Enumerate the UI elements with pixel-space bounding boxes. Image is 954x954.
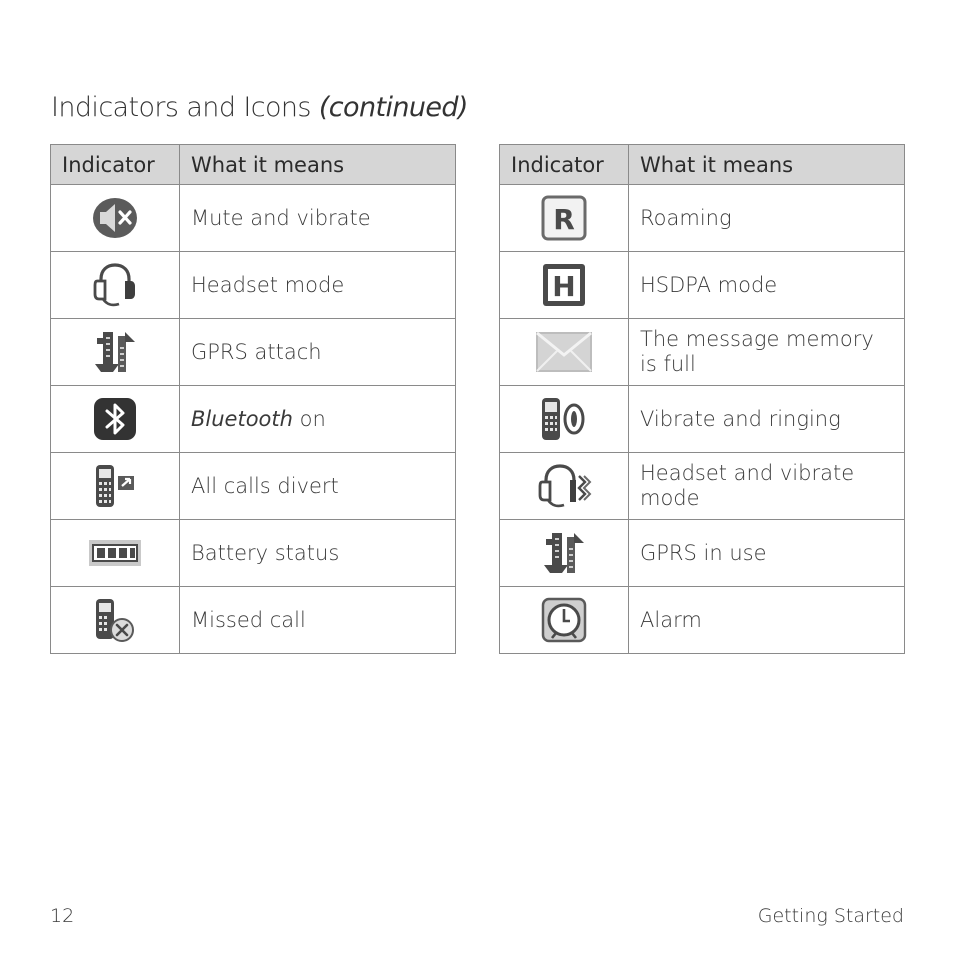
meaning-cell (180, 386, 456, 453)
indicator-cell (51, 520, 180, 587)
meaning-cell: HSDPA mode (629, 252, 905, 319)
table-row (500, 453, 905, 520)
indicator-column-header: Indicator (500, 145, 629, 185)
mute-vibrate-icon (91, 196, 139, 240)
roaming-letter: R (553, 203, 575, 236)
gprs-attach-icon (91, 328, 139, 376)
table-row (51, 453, 456, 520)
headset-icon (91, 261, 139, 309)
indicator-cell (51, 319, 180, 386)
indicator-cell (500, 587, 629, 654)
table-row (500, 386, 905, 453)
page-title (51, 92, 468, 123)
meaning-cell: The message memory is full (629, 319, 905, 386)
meaning-rest: on (292, 406, 326, 431)
indicator-column-header: Indicator (51, 145, 180, 185)
meaning-cell: Battery status (180, 520, 456, 587)
meaning-column-header: What it means (629, 145, 905, 185)
table-row (500, 520, 905, 587)
meaning-cell: Missed call (180, 587, 456, 654)
indicator-cell (500, 386, 629, 453)
page-number: 12 (50, 905, 75, 927)
title-sub: (continued) (318, 92, 468, 123)
table-row (51, 520, 456, 587)
roaming-icon (540, 194, 588, 242)
meaning-emphasis: Bluetooth (191, 406, 293, 431)
meaning-cell: Headset and vibrate mode (629, 453, 905, 520)
table-header-row (51, 145, 456, 185)
meaning-cell: Roaming (629, 185, 905, 252)
bluetooth-icon (91, 395, 139, 443)
indicator-cell (51, 252, 180, 319)
table-row (500, 319, 905, 386)
battery-icon (87, 538, 143, 568)
vibrate-ringing-icon (538, 395, 590, 443)
missed-call-icon (91, 596, 139, 644)
table-row (500, 587, 905, 654)
indicator-cell (51, 386, 180, 453)
call-divert-icon (91, 462, 139, 510)
alarm-icon (540, 596, 588, 644)
meaning-cell: Headset mode (180, 252, 456, 319)
section-name: Getting Started (757, 905, 904, 927)
hsdpa-letter: H (552, 270, 576, 303)
indicator-cell (500, 520, 629, 587)
hsdpa-icon (540, 261, 588, 309)
title-main: Indicators and Icons (51, 92, 311, 123)
indicator-cell (51, 587, 180, 654)
indicator-cell (51, 453, 180, 520)
table-row (51, 185, 456, 252)
gprs-in-use-icon (540, 529, 588, 577)
meaning-cell: Vibrate and ringing (629, 386, 905, 453)
meaning-column-header: What it means (180, 145, 456, 185)
meaning-cell: GPRS attach (180, 319, 456, 386)
table-row (500, 252, 905, 319)
table-row (51, 252, 456, 319)
left-indicator-table (50, 144, 456, 654)
table-row (51, 587, 456, 654)
meaning-cell: GPRS in use (629, 520, 905, 587)
table-header-row (500, 145, 905, 185)
right-indicator-table (499, 144, 905, 654)
indicator-cell (500, 185, 629, 252)
headset-vibrate-icon (536, 462, 592, 510)
message-memory-full-icon (535, 329, 593, 375)
table-row (51, 386, 456, 453)
meaning-cell: Mute and vibrate (180, 185, 456, 252)
table-row (51, 319, 456, 386)
indicator-cell (500, 319, 629, 386)
indicator-cell (500, 252, 629, 319)
meaning-cell: All calls divert (180, 453, 456, 520)
meaning-cell: Alarm (629, 587, 905, 654)
table-row (500, 185, 905, 252)
indicator-cell (500, 453, 629, 520)
indicator-cell (51, 185, 180, 252)
